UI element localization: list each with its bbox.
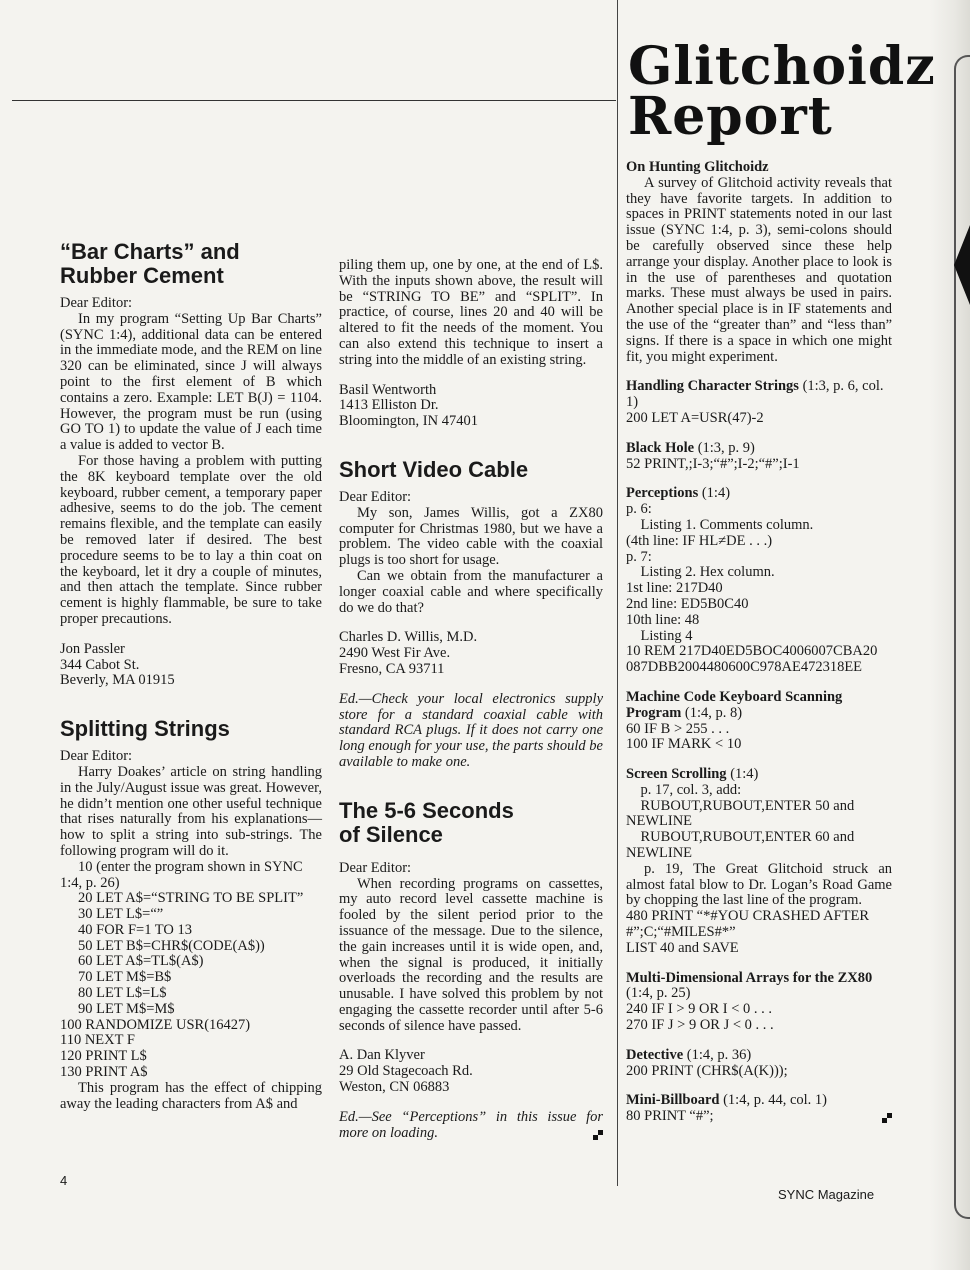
erratum-entry [626, 1093, 892, 1125]
column-1 [60, 240, 322, 1112]
code-line: p. 6: [626, 501, 652, 518]
editor-note-text: Ed.—See “Perceptions” in this issue for more on loading. [339, 1108, 603, 1141]
end-mark-icon [593, 1130, 603, 1140]
masthead [628, 36, 936, 147]
code-line: 100 RANDOMIZE USR(16427) [60, 1016, 251, 1033]
paragraph: For those having a problem with putting the 8K keyboard template over the old keyboard, rubber cement, a temporary paper adhesive, seems to do the job. The cement remains flexible, and the template can easily be removed later if desired. The best procedure seems to be to lay a thin coat on the keyboard, let it dry a couple of minutes, and then attach the template. Since rubber cement is highly flammable, be sure to take proper precautions. [60, 452, 322, 627]
code-line: RUBOUT,RUBOUT,ENTER 50 and [626, 797, 855, 814]
erratum-title: Handling Character Strings [626, 378, 799, 395]
code-line: 200 PRINT (CHR$(A(K))); [626, 1062, 788, 1079]
code-line: p. 7: [626, 548, 652, 565]
code-line: 30 LET L$=“” [78, 906, 164, 923]
paragraph: This program has the effect of chipping away the leading characters from A$ and [60, 1079, 322, 1112]
salutation: Dear Editor: [339, 859, 412, 876]
code-line: 90 LET M$=M$ [78, 1000, 175, 1017]
erratum-title: Multi-Dimensional Arrays for the ZX80 [626, 969, 873, 986]
code-listing [60, 860, 322, 1081]
code-line: 60 LET A$=TL$(A$) [78, 953, 204, 970]
paragraph: piling them up, one by one, at the end of L$. With the inputs shown above, the result will be “STRING TO BE” and “SPLIT”. In practice, of course, lines 20 and 40 will be altered to fit the needs of the moment. You can also extend this technique to insert a string into the middle of an existing string. [339, 257, 603, 368]
salutation: Dear Editor: [60, 748, 133, 765]
erratum-ref: (1:4, p. 25) [626, 985, 691, 1002]
signature-line: Jon Passler [60, 640, 125, 657]
heading-silence-1: The 5-6 Seconds [339, 797, 514, 823]
heading-bar-charts-2: Rubber Cement [60, 263, 224, 288]
end-mark-icon [882, 1113, 892, 1123]
code-line: Listing 2. Hex column. [626, 564, 775, 581]
erratum-ref: (1:4) [698, 485, 731, 502]
erratum-title: Perceptions [626, 485, 699, 502]
signature-line: Fresno, CA 93711 [339, 660, 445, 677]
paragraph: Can we obtain from the manufacturer a longer coaxial cable and where specifically do we do that? [339, 567, 603, 616]
code-line: 480 PRINT “*#YOU CRASHED AFTER [626, 908, 870, 925]
signature-line: 2490 West Fir Ave. [339, 645, 451, 662]
code-line: 40 FOR F=1 TO 13 [78, 921, 193, 938]
erratum-entry [626, 971, 892, 1034]
page-edge [930, 0, 970, 1270]
erratum-ref: (1:3, p. 6, col. 1) [626, 378, 884, 411]
paragraph: My son, James Willis, got a ZX80 computer for Christmas 1980, but we have a problem. The video cable with the coaxial plugs is too short for usage. [339, 504, 603, 569]
code-line: p. 17, col. 3, add: [626, 781, 742, 798]
code-line: 100 IF MARK < 10 [626, 736, 742, 753]
paragraph: Harry Doakes’ article on string handling in the July/August issue was great. However, he didn’t mention one other useful technique that rises naturally from his explanations—how to split a string into sub-strings. The following program will do it. [60, 763, 322, 859]
code-line: 200 LET A=USR(47)-2 [626, 409, 764, 426]
salutation: Dear Editor: [339, 488, 412, 505]
code-line: Listing 1. Comments column. [626, 516, 814, 533]
code-line: RUBOUT,RUBOUT,ENTER 60 and [626, 829, 855, 846]
code-line: 52 PRINT,;I-3;“#”;I-2;“#”;I-1 [626, 455, 800, 472]
signature-line: A. Dan Klyver [339, 1047, 425, 1064]
erratum-ref: (1:4, p. 36) [683, 1046, 752, 1063]
erratum-title: Mini-Billboard [626, 1092, 720, 1109]
code-line: NEWLINE [626, 845, 693, 862]
erratum-title: Machine Code Keyboard Scanning Program [626, 688, 843, 721]
heading-video-cable: Short Video Cable [339, 456, 529, 482]
erratum-entry [626, 441, 892, 473]
code-line: LIST 40 and SAVE [626, 939, 739, 956]
code-line: 087DBB2004480600C978AE472318EE [626, 659, 863, 676]
signature-line: Weston, CN 06883 [339, 1079, 450, 1096]
code-line: 1:4, p. 26) [60, 874, 120, 891]
section-title: On Hunting Glitchoidz [626, 159, 769, 175]
code-line: 10 (enter the program shown in SYNC [78, 858, 303, 875]
code-line: 1st line: 217D40 [626, 580, 723, 597]
code-line [626, 1109, 892, 1125]
paragraph: p. 19, The Great Glitchoid struck an almost fatal blow to Dr. Logan’s Road Game by chopping the last line of the program. [626, 860, 892, 909]
erratum-title: Screen Scrolling [626, 766, 727, 783]
masthead-line2: Report [628, 86, 833, 147]
code-line: 10th line: 48 [626, 611, 700, 628]
signature-line: Basil Wentworth [339, 381, 437, 398]
erratum-entry [626, 690, 892, 753]
code-line: 70 LET M$=B$ [78, 969, 172, 986]
code-line: 120 PRINT L$ [60, 1048, 147, 1065]
erratum-ref: (1:4) [726, 766, 759, 783]
signature-line: Beverly, MA 01915 [60, 672, 175, 689]
erratum-ref: (1:3, p. 9) [694, 439, 755, 456]
heading-silence-2: of Silence [339, 821, 443, 847]
code-line: Listing 4 [626, 627, 693, 644]
heading-bar-charts-1: “Bar Charts” and [60, 239, 240, 264]
page-number: 4 [60, 1173, 68, 1188]
code-line: 240 IF I > 9 OR I < 0 . . . [626, 1001, 773, 1018]
code-line: 60 IF B > 255 . . . [626, 720, 730, 737]
paragraph: In my program “Setting Up Bar Charts” (SYNC 1:4), additional data can be entered in the immediate mode, and the REM on line 320 can be eliminated, since J will always point to the first element of B which contains a zero. Example: LET B(J) = 1104. However, the program must be run (using GO TO 1) to update the value of J each time a value is added to vector B. [60, 310, 322, 454]
salutation: Dear Editor: [60, 295, 133, 311]
code-line: #”;C;“#MILES#*” [626, 924, 736, 941]
erratum-title: Black Hole [626, 439, 695, 456]
erratum-ref: (1:4, p. 8) [681, 704, 743, 721]
column-2 [339, 258, 603, 1141]
column-divider [617, 0, 618, 1186]
editor-note: Ed.—Check your local electronics supply store for a standard coaxial cable with standard RCA plugs. If it does not carry one long enough for your use, the parts should be available to make one. [339, 690, 603, 770]
footer-magazine-title: SYNC Magazine [778, 1187, 875, 1202]
paragraph: When recording programs on cassettes, my auto record level cassette machine is fooled by the silent period prior to the issuance of the message. Due to the silence, the gain increases until it is wide open, and, when the signal is produced, it initially overloads the recording and the results are unusable. I have solved this problem by not engaging the cassette recorder until after 5-6 seconds of silence have passed. [339, 875, 603, 1034]
signature-line: Charles D. Willis, M.D. [339, 629, 478, 646]
erratum-entry [626, 486, 892, 676]
editor-note [339, 1110, 603, 1142]
erratum-entry [626, 379, 892, 426]
code-line: 130 PRINT A$ [60, 1064, 148, 1081]
signature-line: Bloomington, IN 47401 [339, 413, 478, 430]
signature-line: 344 Cabot St. [60, 656, 140, 673]
erratum-ref: (1:4, p. 44, col. 1) [719, 1092, 827, 1109]
erratum-entry [626, 767, 892, 957]
erratum-entry [626, 1048, 892, 1080]
paragraph: A survey of Glitchoid activity reveals that they have favorite targets. In addition to spaces in PRINT statements noted in our last issue (SYNC 1:4, p. 3), semi-colons should be carefully observed since these help arrange your display. Another place to look is in the use of parentheses and quotation marks. These must always be used in pairs. Another special place is in IF statements and the use of the “greater than” and “less than” signs. If there is a space in which one might fit, you might experiment. [626, 174, 892, 365]
column-3 [626, 160, 892, 1125]
header-rule [12, 100, 616, 101]
code-line: NEWLINE [626, 813, 693, 830]
signature-line: 29 Old Stagecoach Rd. [339, 1063, 473, 1080]
code-line: 110 NEXT F [60, 1032, 135, 1049]
code-line: 270 IF J > 9 OR J < 0 . . . [626, 1017, 774, 1034]
erratum-title: Detective [626, 1046, 684, 1063]
code-line: 2nd line: ED5B0C40 [626, 595, 749, 612]
code-line: 50 LET B$=CHR$(CODE(A$)) [78, 937, 265, 954]
heading-splitting-strings: Splitting Strings [60, 716, 230, 742]
code-line: 80 LET L$=L$ [78, 985, 167, 1002]
code-line: (4th line: IF HL≠DE . . .) [626, 532, 773, 549]
code-line-text: 80 PRINT “#”; [626, 1108, 714, 1125]
code-line: 20 LET A$=“STRING TO BE SPLIT” [78, 890, 304, 907]
masthead-line1: Glitchoidz [628, 36, 936, 97]
code-line: 10 REM 217D40ED5BOC4006007CBA20 [626, 643, 878, 660]
signature-line: 1413 Elliston Dr. [339, 397, 439, 414]
